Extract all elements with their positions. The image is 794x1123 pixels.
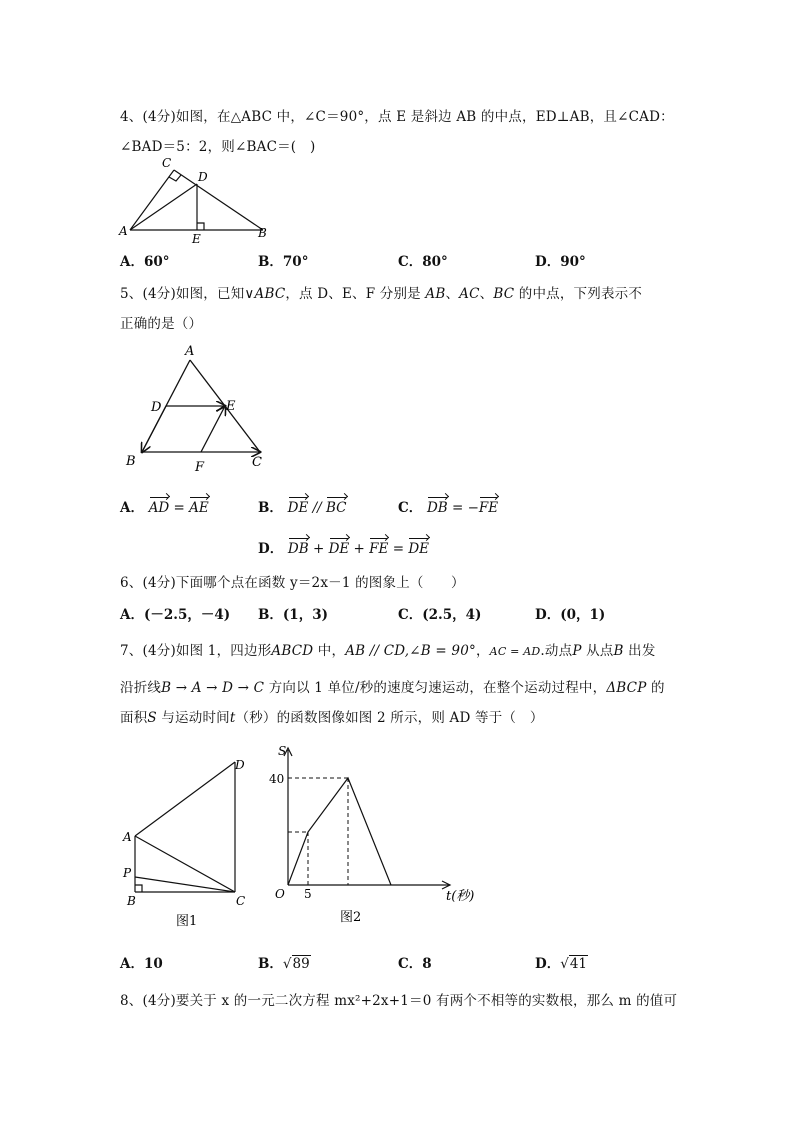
q7-l1-i: 从点 [581, 643, 614, 659]
q7-l2-a: 沿折线 [120, 680, 162, 696]
q7-l3-a: 面积 [120, 710, 148, 726]
q4-line-2: ∠BAD＝5：2，则∠BAC＝( ) [120, 139, 316, 155]
q5-label-b: B [126, 454, 136, 469]
q5-option-b-vector-1: DE [287, 500, 309, 516]
q7-line-1 [120, 639, 656, 659]
q4-segment-ad [130, 184, 197, 230]
q5-option-b-letter: B． [258, 500, 283, 516]
q7-fig1-label-a: A [123, 830, 132, 844]
q4-right-angle-e [197, 223, 204, 230]
q5-option-d [258, 537, 429, 557]
q5-option-a-vector-1: AD [148, 500, 170, 516]
q8-line-1: 8、(4分)要关于 x 的一元二次方程 mx²+2x+1＝0 有两个不相等的实数根，那么 m 的值可 [120, 993, 678, 1009]
q7-fig1-label-c: C [236, 894, 246, 908]
q7-figure-1 [118, 752, 258, 932]
q5-label-a: A [185, 344, 195, 359]
q7-l3-d: t [229, 710, 236, 726]
q5-option-d-plus-1: + [308, 541, 329, 557]
q7-l2-e: 的 [646, 680, 665, 696]
q5-option-b-parallel: // [308, 500, 326, 516]
q7-fig1-label-d: D [235, 758, 245, 772]
q5-option-a [120, 496, 209, 516]
q5-option-d-equals: = [388, 541, 409, 557]
q7-option-b-radical: √89 [282, 956, 310, 972]
q7-option-d-radical: √41 [560, 956, 588, 972]
q5-seg-ab: AB [425, 286, 446, 302]
q7-l1-e: ， [475, 643, 490, 659]
q4-label-d: D [198, 170, 208, 184]
q7-l1-d: AB // CD,∠B = 90° [345, 643, 476, 659]
q4-segment-cb [174, 170, 263, 230]
q7-option-b-radicand: 89 [292, 956, 310, 972]
q7-fig2-caption: 图2 [340, 910, 362, 925]
q5-sep-2: 、 [479, 286, 494, 302]
q5-label-d: D [151, 400, 162, 415]
q7-l1-j: B [613, 643, 624, 659]
q7-l1-a: 7、(4分)如图 1，四边形 [120, 643, 272, 659]
q6-option-a: A．(－2.5，－4) [120, 607, 231, 623]
q7-line-3 [120, 706, 544, 726]
q7-fig2-label-s: S [278, 744, 287, 758]
q5-label-c: C [252, 455, 262, 470]
q7-fig1-caption: 图1 [176, 914, 198, 929]
q5-option-d-plus-2: + [349, 541, 370, 557]
q5-label-e: E [226, 399, 236, 414]
q7-l2-b: B → A → D → C [161, 680, 265, 696]
q7-fig1-right-angle-b [135, 885, 142, 892]
q6-option-b: B．(1，3) [258, 607, 328, 623]
q5-line-1 [120, 282, 642, 302]
q7-fig2-label-origin: O [275, 887, 285, 901]
q5-line1-rest: ，点 D、E、F 分别是 [285, 286, 421, 302]
q4-option-d: D．90° [535, 254, 586, 270]
q7-l3-e: （秒）的函数图像如图 2 所示，则 AD 等于（ ） [235, 710, 544, 726]
q7-option-b [258, 952, 311, 972]
q5-option-b-vector-2: BC [326, 500, 347, 516]
q7-option-d-radicand: 41 [569, 956, 588, 972]
q4-option-a: A．60° [120, 254, 170, 270]
q5-label-f: F [195, 460, 205, 475]
q7-option-d-letter: D． [535, 956, 561, 972]
q7-fig1-segment-ac [135, 836, 235, 892]
q7-fig2-label-5: 5 [304, 887, 312, 901]
q5-line-2: 正确的是（） [120, 316, 203, 332]
q4-triangle-figure [110, 150, 290, 245]
q5-sep-1: 、 [445, 286, 460, 302]
q4-segment-ac [130, 170, 174, 230]
q7-option-d [535, 952, 588, 972]
q7-l1-k: 出发 [623, 643, 656, 659]
q4-option-b: B．70° [258, 254, 309, 270]
q5-option-a-vector-2: AE [189, 500, 209, 516]
q5-option-c-expr [427, 500, 498, 516]
q5-line1-prefix: 5、(4分)如图，已知 [120, 286, 245, 302]
q5-option-c-letter: C． [398, 500, 423, 516]
q7-l2-d: ΔBCP [606, 680, 647, 696]
q5-option-d-letter: D． [258, 541, 284, 557]
q5-option-c-vector-2: FE [478, 500, 499, 516]
q5-line1-end: 的中点，下列表示不 [514, 286, 643, 302]
q4-right-angle-c [169, 175, 181, 181]
q5-option-d-vector-4: DE [408, 541, 429, 557]
q4-option-c: C．80° [398, 254, 448, 270]
q5-option-b [258, 496, 347, 516]
q5-option-c-equals: = − [447, 500, 479, 516]
q7-line-2 [120, 676, 665, 696]
q5-option-a-letter: A． [120, 500, 144, 516]
q5-option-d-vector-3: FE [369, 541, 389, 557]
q7-l1-c: 中， [313, 643, 346, 659]
q4-label-e: E [192, 232, 201, 245]
q7-l2-c: 方向以 1 单位/秒的速度匀速运动，在整个运动过程中， [264, 680, 607, 696]
q5-seg-ac: AC [459, 286, 480, 302]
q6-line-1: 6、(4分)下面哪个点在函数 y＝2x－1 的图象上（ ） [120, 575, 465, 591]
q7-fig1-segment-ad [135, 762, 235, 836]
q5-seg-bc: BC [493, 286, 515, 302]
q5-option-a-equals: = [169, 500, 190, 516]
q4-label-b: B [258, 226, 267, 240]
q7-figure-2 [268, 740, 494, 930]
q7-l1-h: P [572, 643, 582, 659]
q5-vector-fe [201, 406, 225, 452]
q5-option-c [398, 496, 498, 516]
q7-option-a: A．10 [120, 956, 163, 972]
q4-label-a: A [119, 224, 128, 238]
q4-line-1: 4、(4分)如图，在△ABC 中，∠C＝90°，点 E 是斜边 AB 的中点，ED⊥AB，且∠CAD： [120, 109, 674, 125]
q7-fig1-label-b: B [127, 894, 136, 908]
q7-fig1-segment-pc [135, 877, 235, 892]
q5-option-c-vector-1: DB [426, 500, 448, 516]
q5-option-d-vector-2: DE [328, 541, 350, 557]
q7-l1-b: ABCD [271, 643, 314, 659]
q7-l3-b: S [147, 710, 157, 726]
q7-l3-c: 与运动时间 [156, 710, 230, 726]
q5-option-b-expr [288, 500, 347, 516]
q7-fig1-label-p: P [123, 866, 132, 880]
q7-fig2-label-40: 40 [269, 772, 285, 786]
q4-label-c: C [162, 156, 172, 170]
q7-option-c: C．8 [398, 956, 432, 972]
q7-l1-f: AC = AD [489, 645, 541, 658]
q5-option-a-expr [149, 500, 209, 516]
q5-triangle-figure [118, 340, 278, 480]
q5-triangle-abc: ∨ABC [244, 286, 286, 302]
q5-option-d-expr [288, 541, 429, 557]
q6-option-c: C．(2.5，4) [398, 607, 482, 623]
q7-option-b-letter: B． [258, 956, 283, 972]
q7-l1-g: .动点 [540, 643, 573, 659]
q7-fig2-label-t: t(秒) [446, 889, 475, 904]
q6-option-d: D．(0，1) [535, 607, 606, 623]
q5-option-d-vector-1: DB [287, 541, 309, 557]
